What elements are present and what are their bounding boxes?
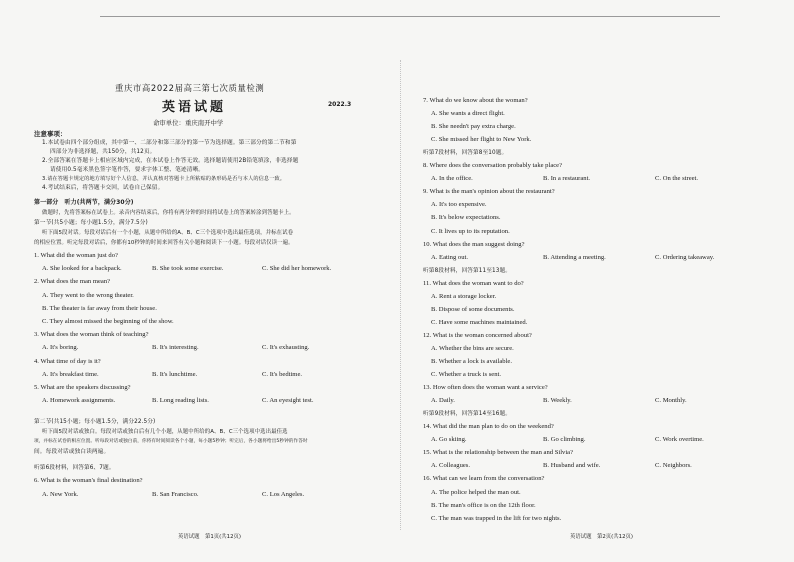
answer-option: B. She took some exercise. bbox=[152, 265, 224, 273]
question-stem: 8. Where does the conversation probably take place? bbox=[423, 162, 563, 170]
answer-option: C. She did her homework. bbox=[262, 265, 332, 273]
section1-heading: 第一节(共5小题；每小题1.5分，满分7.5分) bbox=[34, 220, 148, 226]
answer-option: A. It's too expensive. bbox=[431, 201, 487, 209]
answer-option: A. They went to the wrong theater. bbox=[42, 291, 134, 299]
answer-option: B. San Francisco. bbox=[152, 491, 199, 498]
answer-option: C. Ordering takeaway. bbox=[655, 253, 715, 261]
answer-option: B. Dispose of some documents. bbox=[431, 305, 515, 313]
answer-option: A. It's breakfast time. bbox=[42, 370, 99, 378]
answer-option: B. It's below expectations. bbox=[431, 214, 501, 222]
answer-option: A. She wants a direct flight. bbox=[431, 110, 505, 118]
section1-desc: 听下面5段对话。每段对话后有一个小题，从题中所给的A、B、C三个选项中选出最佳选项，并标在试卷 bbox=[42, 230, 294, 236]
answer-option: C. They almost missed the beginning of the show. bbox=[42, 318, 174, 325]
answer-option: B. She needn't pay extra charge. bbox=[431, 123, 516, 131]
answer-option: A. Go skiing. bbox=[431, 436, 467, 444]
question-stem: 7. What do we know about the woman? bbox=[423, 97, 528, 104]
answer-option: C. Neighbors. bbox=[655, 462, 692, 470]
answer-option: A. Colleagues. bbox=[431, 462, 471, 470]
note-line: 四部分为非选择题，共150分，共12页。 bbox=[50, 149, 156, 155]
answer-option: C. Los Angeles. bbox=[262, 491, 305, 498]
question-stem: 4. What time of day is it? bbox=[34, 357, 101, 365]
section1-desc: 的相应位置。听完每段对话后，你都有10秒钟的时间来回答有关小题和阅读下一小题。每段对话仅读一遍。 bbox=[34, 240, 294, 246]
question-stem: 14. What did the man plan to do on the weekend? bbox=[423, 423, 554, 431]
answer-option: C. It lives up to its reputation. bbox=[431, 227, 510, 235]
answer-option: B. It's interesting. bbox=[152, 344, 199, 352]
answer-option: A. The police helped the man out. bbox=[431, 488, 521, 496]
question-stem: 9. What is the man's opinion about the restaurant? bbox=[423, 188, 555, 196]
answer-option: B. The theater is far away from their house. bbox=[42, 304, 157, 312]
answer-option: A. New York. bbox=[42, 491, 79, 498]
question-stem: 13. How often does the woman want a service? bbox=[423, 384, 548, 392]
section2-desc: 间。每段对话或独白读两遍。 bbox=[34, 449, 110, 455]
answer-option: C. Whether a truck is sent. bbox=[431, 371, 502, 379]
notes-title: 注意事项： bbox=[34, 130, 67, 138]
answer-option: B. Attending a meeting. bbox=[543, 253, 606, 261]
answer-option: B. The man's office is on the 12th floor. bbox=[431, 501, 536, 509]
answer-option: B. Weekly. bbox=[543, 397, 572, 405]
question-stem: 10. What does the man suggest doing? bbox=[423, 240, 525, 248]
answer-option: A. In the office. bbox=[431, 175, 473, 183]
question-stem: 11. What does the woman want to do? bbox=[423, 279, 524, 287]
note-line: 1.本试卷由四个部分组成，其中第一、二部分和第三部分的第一节为选择题。第三部分的第二节和第 bbox=[42, 140, 297, 146]
question-stem: 16. What can we learn from the conversation? bbox=[423, 475, 545, 483]
answer-option: B. Long reading lists. bbox=[152, 397, 209, 405]
question-stem: 2. What does the man mean? bbox=[34, 278, 111, 286]
answer-option: C. She missed her flight to New York. bbox=[431, 136, 532, 144]
exam-title: 重庆市高2022届高三第七次质量检测 bbox=[115, 83, 265, 93]
part1-intro: 做题时，先将答案标在试卷上。录音内容结束后，你将有两分钟的时间将试卷上的答案转涂到答题卡上。 bbox=[42, 210, 295, 216]
question-stem: 1. What did the woman just do? bbox=[34, 252, 118, 259]
top-rule bbox=[100, 16, 720, 17]
answer-option: A. Rent a storage locker. bbox=[431, 292, 497, 300]
answer-option: A. Daily. bbox=[431, 397, 455, 405]
section2-desc: 项，并标在试卷的相应位置。听每段对话或独白前，你将有时间阅读各个小题，每小题5秒钟；听完后，各小题将给出5秒钟的作答时 bbox=[34, 439, 308, 444]
note-line: 2.全部答案在答题卡上相应区域内完成，在本试卷上作答无效。选择题请使用2B铅笔填涂，非选择题 bbox=[42, 158, 299, 164]
question-stem: 12. What is the woman concerned about? bbox=[423, 331, 532, 339]
section2-heading: 第二节(共15小题；每小题1.5分，满分22.5分) bbox=[34, 419, 156, 425]
note-line: 4.考试结束后，将答题卡交回，试卷自己保留。 bbox=[42, 185, 164, 191]
answer-option: C. An eyesight test. bbox=[262, 397, 314, 405]
setter-unit: 命审单位：重庆南开中学 bbox=[153, 119, 224, 127]
answer-option: B. It's lunchtime. bbox=[152, 370, 198, 378]
answer-option: C. Have some machines maintained. bbox=[431, 318, 528, 326]
answer-option: A. Whether the bins are secure. bbox=[431, 344, 514, 352]
page-footer-right: 英语试题 第2页(共12页) bbox=[570, 534, 634, 540]
part1-heading: 第一部分 听力(共两节，满分30分) bbox=[34, 199, 134, 206]
answer-option: C. The man was trapped in the lift for two nights. bbox=[431, 514, 562, 522]
subject-title: 英语试题 bbox=[162, 100, 227, 115]
question-stem: 5. What are the speakers discussing? bbox=[34, 384, 131, 391]
answer-option: A. Eating out. bbox=[431, 253, 468, 261]
material-label: 听第7段材料，回答第8至10题。 bbox=[423, 150, 508, 157]
column-divider bbox=[400, 60, 401, 530]
answer-option: B. In a restaurant. bbox=[543, 175, 591, 183]
question-stem: 3. What does the woman think of teaching? bbox=[34, 331, 149, 339]
section2-desc: 听下面5段对话或独白。每段对话或独白后有几个小题，从题中所给的A、B、C三个选项中选出最佳选 bbox=[42, 429, 288, 435]
answer-option: C. On the street. bbox=[655, 175, 699, 183]
question-stem: 6. What is the woman's final destination? bbox=[34, 477, 143, 484]
answer-option: C. Monthly. bbox=[655, 397, 687, 405]
material-label: 听第9段材料，回答第14至16题。 bbox=[423, 411, 512, 418]
page-footer-left: 英语试题 第1页(共12页) bbox=[178, 534, 242, 540]
answer-option: A. Homework assignments. bbox=[42, 397, 116, 405]
exam-date: 2022.3 bbox=[328, 101, 352, 108]
answer-option: C. It's exhausting. bbox=[262, 344, 310, 352]
answer-option: B. Go climbing. bbox=[543, 436, 586, 444]
answer-option: A. It's boring. bbox=[42, 344, 79, 352]
answer-option: B. Whether a lock is available. bbox=[431, 358, 512, 365]
note-line: 请使用0.5毫米黑色签字笔作答，要求字体工整、笔迹清晰。 bbox=[50, 167, 205, 173]
answer-option: A. She looked for a backpack. bbox=[42, 265, 122, 273]
material-label: 听第6段材料，回答第6、7题。 bbox=[34, 465, 115, 471]
answer-option: B. Husband and wife. bbox=[543, 462, 601, 470]
material-label: 听第8段材料，回答第11至13题。 bbox=[423, 267, 512, 274]
question-stem: 15. What is the relationship between the man and Silvia? bbox=[423, 449, 574, 457]
answer-option: C. Work overtime. bbox=[655, 436, 704, 444]
answer-option: C. It's bedtime. bbox=[262, 370, 303, 378]
note-line: 3.请在答题卡规定的地方填写好个人信息，并认真核对答题卡上所粘贴的条形码是否与本人的信息一致。 bbox=[42, 176, 286, 182]
